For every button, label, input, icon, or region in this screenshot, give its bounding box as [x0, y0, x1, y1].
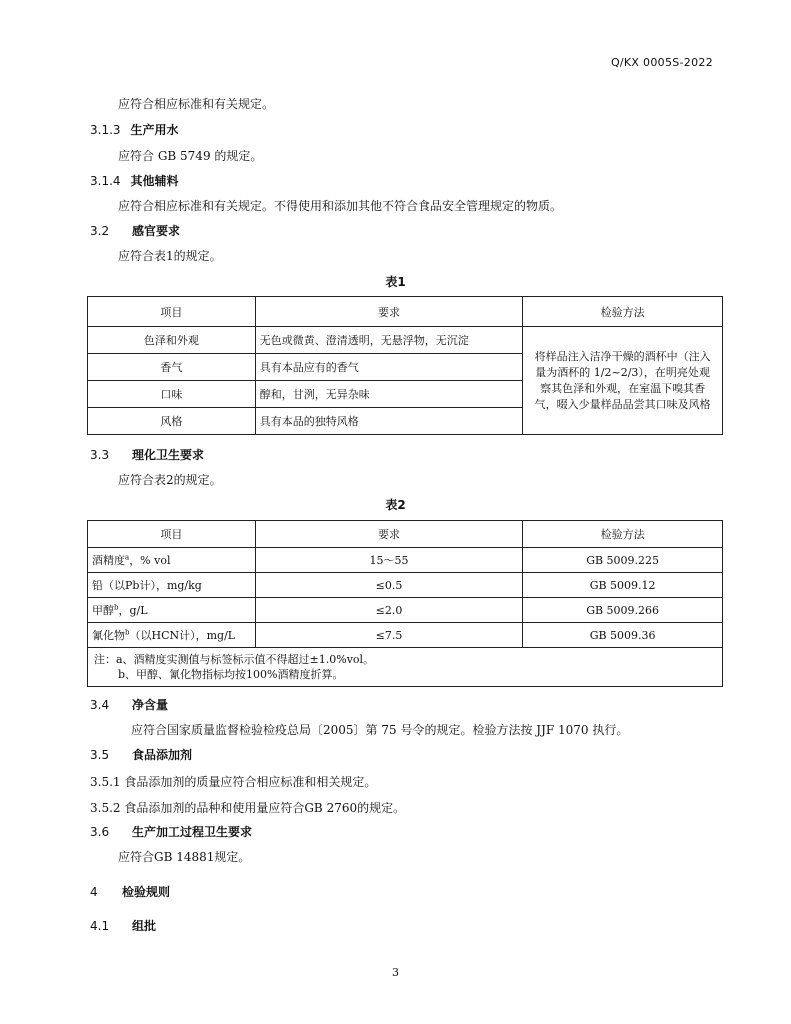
table2-header-row	[88, 521, 723, 548]
table-row	[88, 573, 723, 598]
page-number: 3	[392, 966, 399, 979]
table-cell: GB 5009.266	[523, 598, 723, 623]
table-cell: 15～55	[255, 548, 523, 573]
table-cell: GB 5009.225	[523, 548, 723, 573]
table1-header-item: 项目	[88, 297, 256, 327]
table-cell: 口味	[88, 381, 256, 408]
section-3-6-heading	[90, 823, 252, 840]
standard-code: Q/KX 0005S-2022	[610, 56, 713, 69]
section-title: 生产用水	[130, 123, 179, 137]
section-3-1-3-heading	[90, 121, 179, 138]
table2-notes-row	[88, 648, 723, 687]
section-title: 生产加工过程卫生要求	[132, 825, 253, 839]
section-title: 组批	[132, 919, 157, 933]
section-3-1-4-text: 应符合相应标准和有关规定。不得使用和添加其他不符合食品安全管理规定的物质。	[118, 199, 563, 213]
table1-header-method: 检验方法	[523, 297, 723, 327]
section-3-4-text: 应符合国家质量监督检验检疫总局〔2005〕第 75 号令的规定。检验方法按 JJF 1070 执行。	[131, 723, 629, 737]
table1	[87, 296, 723, 435]
section-4-heading	[90, 883, 170, 900]
table-cell: ≤0.5	[255, 573, 523, 598]
table-cell: 色泽和外观	[88, 327, 256, 354]
table-row	[88, 548, 723, 573]
section-3-5-1-text: 3.5.1 食品添加剂的质量应符合相应标准和相关规定。	[90, 775, 377, 789]
table-cell: GB 5009.36	[523, 623, 723, 648]
table-cell: 具有本品应有的香气	[255, 354, 523, 381]
section-title: 理化卫生要求	[132, 448, 205, 462]
table2-note-a: 注：a、酒精度实测值与标签标示值不得超过±1.0%vol。	[94, 653, 375, 666]
table2-note-b: b、甲醇、氰化物指标均按100%酒精度折算。	[118, 668, 344, 681]
section-number: 3.5	[90, 748, 110, 762]
table1-caption: 表1	[385, 275, 406, 289]
table-cell: 具有本品的独特风格	[255, 408, 523, 435]
table-row	[88, 623, 723, 648]
section-number: 4.1	[90, 919, 110, 933]
section-number: 3.4	[90, 698, 110, 712]
table2-header-method: 检验方法	[523, 521, 723, 548]
table2-notes	[88, 648, 723, 687]
table2	[87, 520, 723, 687]
table2-header-item: 项目	[88, 521, 256, 548]
section-title: 感官要求	[132, 224, 181, 238]
table1-method-cell: 将样品注入洁净干燥的酒杯中（注入量为酒杯的 1/2~2/3），在明亮处观察其色泽和外观，在室温下嗅其香气，啜入少量样品品尝其口味及风格	[523, 327, 723, 435]
section-3-4-heading	[90, 696, 168, 713]
section-3-1-3-text: 应符合 GB 5749 的规定。	[118, 149, 263, 163]
table1-header-req: 要求	[255, 297, 523, 327]
table-cell: GB 5009.12	[523, 573, 723, 598]
table-cell: 铅（以Pb计），mg/kg	[88, 573, 256, 598]
section-number: 4	[90, 885, 98, 899]
table-cell: 风格	[88, 408, 256, 435]
section-number: 3.1.3	[90, 123, 121, 137]
section-3-3-heading	[90, 446, 204, 463]
table-cell: 醇和，甘洌，无异杂味	[255, 381, 523, 408]
section-title: 食品添加剂	[132, 748, 193, 762]
section-3-5-heading	[90, 746, 192, 763]
section-title: 检验规则	[122, 885, 171, 899]
section-3-2-heading	[90, 222, 180, 239]
table-cell: 香气	[88, 354, 256, 381]
section-number: 3.1.4	[90, 174, 121, 188]
section-number: 3.2	[90, 224, 110, 238]
table-cell: 氰化物$^b$（以HCN计），mg/L	[88, 623, 256, 648]
table1-header-row	[88, 297, 723, 327]
section-4-1-heading	[90, 917, 156, 934]
table2-header-req: 要求	[255, 521, 523, 548]
table-cell: ≤2.0	[255, 598, 523, 623]
section-3-1-4-heading	[90, 172, 179, 189]
table-cell: ≤7.5	[255, 623, 523, 648]
section-3-5-2-text: 3.5.2 食品添加剂的品种和使用量应符合GB 2760的规定。	[90, 801, 406, 815]
section-3-2-text: 应符合表1的规定。	[118, 249, 222, 263]
table-cell: 无色或微黄、澄清透明，无悬浮物，无沉淀	[255, 327, 523, 354]
section-number: 3.3	[90, 448, 110, 462]
section-title: 其他辅料	[130, 174, 179, 188]
section-3-6-text: 应符合GB 14881规定。	[118, 850, 251, 864]
table-cell: 甲醇$^b$，g/L	[88, 598, 256, 623]
table2-caption: 表2	[385, 498, 406, 512]
section-3-3-text: 应符合表2的规定。	[118, 473, 222, 487]
section-number: 3.6	[90, 825, 110, 839]
table-row	[88, 598, 723, 623]
intro-text: 应符合相应标准和有关规定。	[118, 97, 275, 111]
section-title: 净含量	[132, 698, 169, 712]
table-cell: 酒精度$^a$，% vol	[88, 548, 256, 573]
table-row	[88, 327, 723, 354]
